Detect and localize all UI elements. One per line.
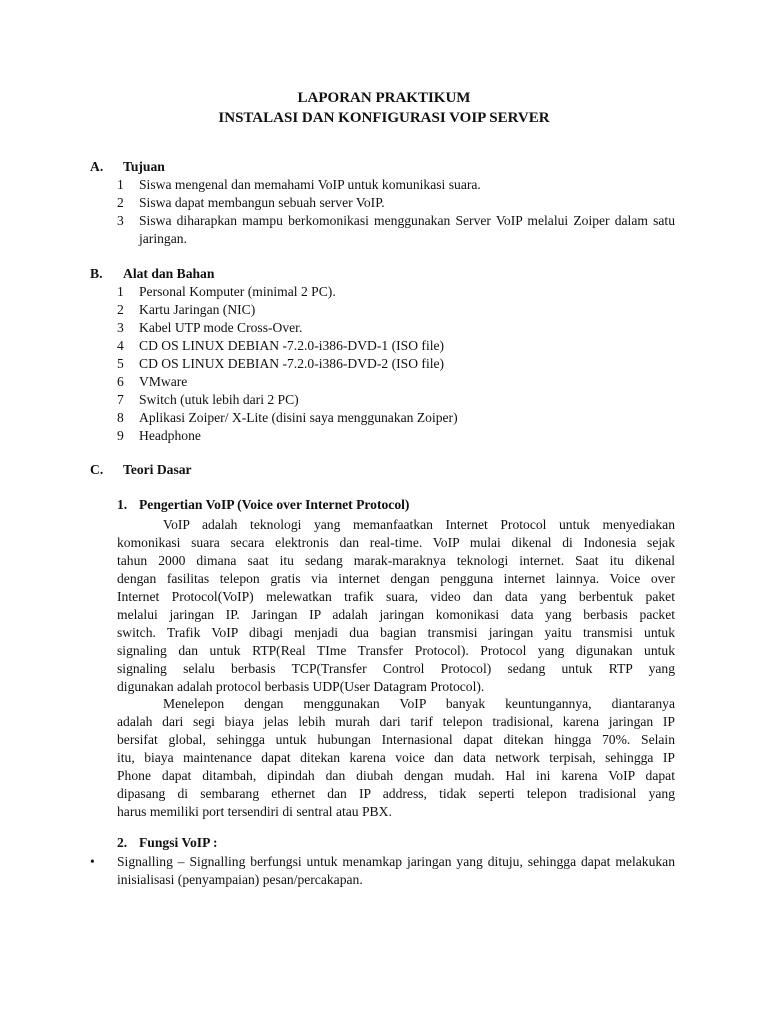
paragraph-line: adalah dari segi biaya jelas lebih murah dari tarif telepon tradisional, karena jaringan IP bbox=[117, 714, 675, 729]
list-item-text: Kabel UTP mode Cross-Over. bbox=[139, 320, 303, 335]
subsection-2-number: 2. bbox=[117, 835, 128, 850]
paragraph-line: tahun 2000 dimana saat itu sedang marak-maraknya teknologi internet. Saat itu dikenal bbox=[117, 553, 675, 568]
list-item-text: Personal Komputer (minimal 2 PC). bbox=[139, 284, 336, 299]
subsection-1-title: Pengertian VoIP (Voice over Internet Protocol) bbox=[139, 497, 410, 512]
paragraph-line: harus memiliki port tersendiri di sentral atau PBX. bbox=[117, 804, 392, 819]
paragraph-line: signaling selalu berbasis TCP(Transfer Control Protocol) sedang untuk RTP yang bbox=[117, 661, 675, 676]
paragraph-line: melalui jaringan IP. Jaringan IP adalah jaringan komonikasi data yang berbasis packet bbox=[117, 607, 675, 622]
list-item-text: Headphone bbox=[139, 428, 201, 443]
list-item-text: Switch (utuk lebih dari 2 PC) bbox=[139, 392, 299, 407]
document-title: LAPORAN PRAKTIKUM bbox=[297, 90, 471, 106]
section-a-title: Tujuan bbox=[123, 159, 165, 174]
paragraph-line: dengan fasilitas telepon gratis via internet dengan pengguna internet lainnya. Voice over bbox=[117, 571, 675, 586]
subsection-1-heading bbox=[117, 496, 409, 514]
list-item-number: 4 bbox=[117, 338, 124, 353]
subsection-1-number: 1. bbox=[117, 497, 128, 512]
section-c-letter: C. bbox=[90, 462, 104, 477]
list-item-number: 7 bbox=[117, 392, 124, 407]
list-item-text: Aplikasi Zoiper/ X-Lite (disini saya menggunakan Zoiper) bbox=[139, 410, 458, 425]
paragraph-line: Internet Protocol(VoIP) melewatkan trafik suara, video dan data yang berbentuk paket bbox=[117, 589, 675, 604]
list-item-number: 3 bbox=[117, 320, 124, 335]
section-a-heading bbox=[90, 158, 165, 176]
list-item-number: 8 bbox=[117, 410, 124, 425]
list-item-number: 2 bbox=[117, 195, 124, 210]
paragraph-line: bersifat global, sehingga untuk hubungan Internasional dapat ditekan hingga 70%. Selain bbox=[117, 732, 675, 747]
list-item-text: VMware bbox=[139, 374, 188, 389]
list-item-number: 3 bbox=[117, 213, 124, 228]
list-item-number: 2 bbox=[117, 302, 124, 317]
subsection-2-heading bbox=[117, 834, 218, 852]
list-item-text: Kartu Jaringan (NIC) bbox=[139, 302, 256, 317]
section-c-heading bbox=[90, 461, 192, 479]
paragraph-line: digunakan adalah protocol berbasis UDP(User Datagram Protocol). bbox=[117, 679, 485, 694]
subsection-2-title: Fungsi VoIP : bbox=[139, 835, 218, 850]
bullet-text: Signalling – Signalling berfungsi untuk menamkap jaringan yang dituju, sehingga dapat melakukan inisialisasi (penyampaian) pesan/percakapan. bbox=[117, 854, 675, 887]
paragraph-voip-definition bbox=[117, 516, 675, 696]
section-c-title: Teori Dasar bbox=[123, 462, 192, 477]
list-item-number: 9 bbox=[117, 428, 124, 443]
paragraph-line: komonikasi suara secara elektronis dan real-time. VoIP mulai dikenal di Indonesia sejak bbox=[117, 535, 675, 550]
list-item-text: Siswa diharapkan mampu berkomonikasi menggunakan Server VoIP melalui Zoiper dalam satu jaringan. bbox=[139, 213, 675, 246]
list-item-number: 5 bbox=[117, 356, 124, 371]
section-b-title: Alat dan Bahan bbox=[123, 266, 215, 281]
list-item-number: 1 bbox=[117, 177, 124, 192]
paragraph-line: signaling dan untuk RTP(Real TIme Transfer Protocol). Protocol yang digunakan untuk bbox=[117, 643, 675, 658]
list-item-number: 1 bbox=[117, 284, 124, 299]
list-item-text: Siswa mengenal dan memahami VoIP untuk komunikasi suara. bbox=[139, 177, 481, 192]
bullet-icon: • bbox=[90, 854, 95, 869]
list-item-text: Siswa dapat membangun sebuah server VoIP. bbox=[139, 195, 385, 210]
section-a-letter: A. bbox=[90, 159, 104, 174]
paragraph-line: Phone dapat ditambah, dipindah dan diubah dengan mudah. Hal ini karena VoIP dapat bbox=[117, 768, 675, 783]
paragraph-line: itu, biaya maintenance dapat ditekan karena voice dan data network terpisah, sehingga IP bbox=[117, 750, 675, 765]
paragraph-line: dipasang di sembarang ethernet dan IP address, tidak seperti telepon tradisional yang bbox=[117, 786, 675, 801]
section-b-letter: B. bbox=[90, 266, 103, 281]
list-item-text: CD OS LINUX DEBIAN -7.2.0-i386-DVD-1 (ISO file) bbox=[139, 338, 445, 353]
paragraph-line: VoIP adalah teknologi yang memanfaatkan Internet Protocol untuk menyediakan bbox=[163, 517, 675, 532]
document-subtitle: INSTALASI DAN KONFIGURASI VOIP SERVER bbox=[218, 110, 550, 126]
paragraph-line: Menelepon dengan menggunakan VoIP banyak keuntungannya, diantaranya bbox=[163, 696, 675, 711]
paragraph-line: switch. Trafik VoIP dibagi menjadi dua bagian transmisi jaringan yaitu transmisi untuk bbox=[117, 625, 675, 640]
list-item-number: 6 bbox=[117, 374, 124, 389]
section-b-heading bbox=[90, 265, 214, 283]
paragraph-voip-advantages bbox=[117, 695, 675, 821]
list-item-text: CD OS LINUX DEBIAN -7.2.0-i386-DVD-2 (ISO file) bbox=[139, 356, 445, 371]
